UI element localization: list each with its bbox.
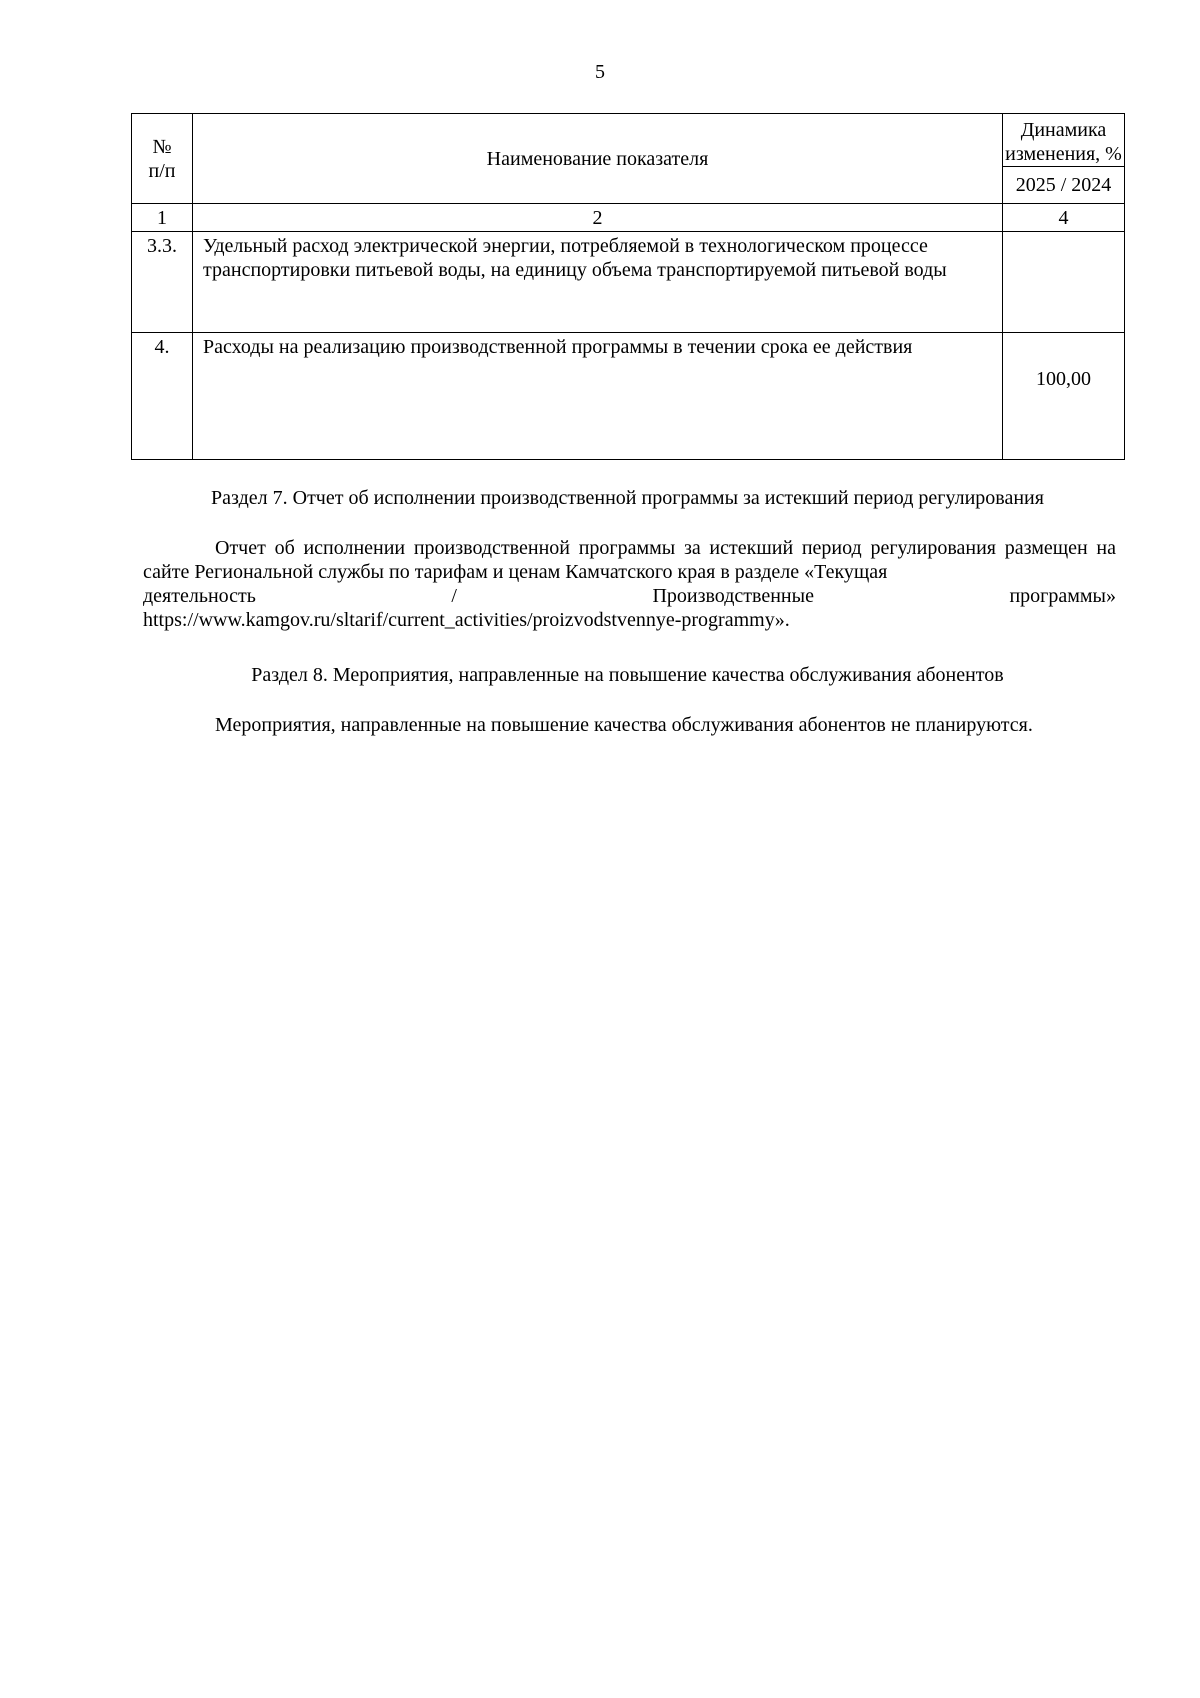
section7-heading: Раздел 7. Отчет об исполнении производственной программы за истекший период регулирования: [211, 487, 1044, 509]
row-number: 3.3.: [132, 232, 193, 333]
section7-text-line2: [143, 584, 1116, 608]
line2-part: /: [451, 585, 457, 607]
index-cell: 2: [193, 204, 1003, 232]
row-indicator-name: Расходы на реализацию производственной программы в течении срока ее действия: [193, 333, 1003, 460]
section8-paragraph: [143, 713, 1116, 737]
header-num: № п/п: [132, 114, 193, 204]
table-row: [132, 333, 1125, 460]
line2-part: программы»: [1009, 585, 1116, 607]
header-years: 2025 / 2024: [1003, 167, 1125, 204]
line2-part: Производственные: [652, 585, 814, 607]
table-header-row: [132, 114, 1125, 167]
table-index-row: [132, 204, 1125, 232]
section7-paragraph: [143, 536, 1116, 632]
table-row: [132, 232, 1125, 333]
row-value: [1003, 232, 1125, 333]
header-name: Наименование показателя: [193, 114, 1003, 204]
page-number: 5: [595, 61, 605, 83]
section8-text: Мероприятия, направленные на повышение качества обслуживания абонентов не планируются.: [215, 714, 1033, 736]
section7-link: https://www.kamgov.ru/sltarif/current_activities/proizvodstvennye-programmy».: [143, 609, 790, 631]
indicators-table: [131, 113, 1125, 460]
row-value: 100,00: [1003, 333, 1125, 460]
section7-text-line1: Отчет об исполнении производственной программы за истекший период регулирования размещен на сайте Региональной службы по тарифам и ценам Камчатского края в разделе «Текущая: [143, 537, 1116, 583]
section8-heading: Раздел 8. Мероприятия, направленные на повышение качества обслуживания абонентов: [251, 664, 1004, 686]
index-cell: 1: [132, 204, 193, 232]
row-indicator-name: Удельный расход электрической энергии, потребляемой в технологическом процессе транспортировки питьевой воды, на единицу объема транспортируемой питьевой воды: [193, 232, 1003, 333]
row-number: 4.: [132, 333, 193, 460]
header-dynamics: Динамика изменения, %: [1003, 114, 1125, 167]
line2-part: деятельность: [143, 585, 256, 607]
index-cell: 4: [1003, 204, 1125, 232]
